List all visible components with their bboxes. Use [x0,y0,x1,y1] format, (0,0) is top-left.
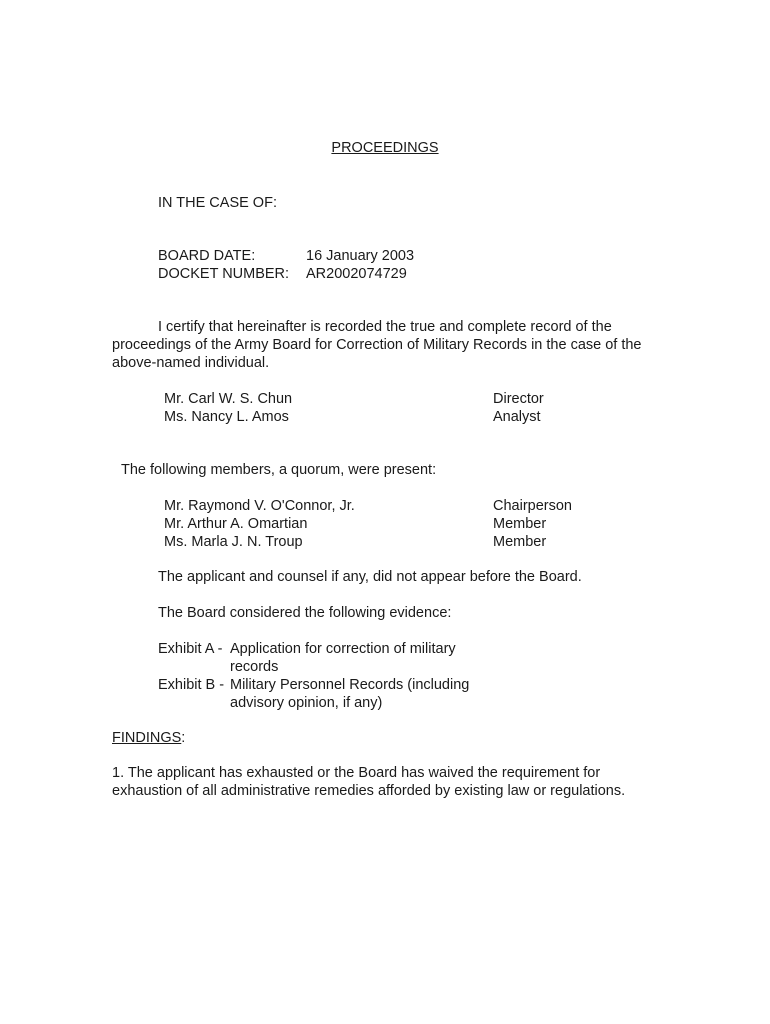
board-date-label: BOARD DATE: [158,248,256,264]
case-of-label: IN THE CASE OF: [158,195,277,211]
member-role: Chairperson [493,498,572,514]
docket-number-label: DOCKET NUMBER: [158,266,290,282]
exhibit-description: Military Personnel Records (including [230,677,470,693]
appearance-statement: The applicant and counsel if any, did not appear before the Board. [158,569,582,585]
board-date-value: 16 January 2003 [306,248,415,264]
member-name: Mr. Arthur A. Omartian [164,516,308,532]
member-name: Mr. Raymond V. O'Connor, Jr. [164,498,355,514]
finding-item: 1. The applicant has exhausted or the Board has waived the requirement for exhaustion of all administrative remedies afforded by existing law or regulations. [112,765,626,799]
document-title: PROCEEDINGS [331,140,439,156]
member-name: Ms. Marla J. N. Troup [164,534,303,550]
member-role: Member [493,534,547,550]
docket-number-value: AR2002074729 [306,266,407,282]
member-role: Member [493,516,547,532]
exhibit-description-continued: advisory opinion, if any) [230,695,383,711]
exhibit-description: Application for correction of military [230,641,456,657]
staff-name: Mr. Carl W. S. Chun [164,391,293,407]
staff-name: Ms. Nancy L. Amos [164,409,289,425]
exhibit-label: Exhibit B - [158,677,225,693]
exhibit-label: Exhibit A - [158,641,223,657]
findings-heading [112,729,185,747]
evidence-intro: The Board considered the following evidence: [158,605,452,621]
staff-role: Director [493,391,544,407]
quorum-statement: The following members, a quorum, were present: [121,462,437,478]
staff-role: Analyst [493,409,541,425]
findings-heading-text: FINDINGS [112,730,182,746]
exhibit-description-continued: records [230,659,279,675]
findings-heading-colon: : [181,730,186,746]
certification-paragraph: I certify that hereinafter is recorded the true and complete record of the proceedings of the Army Board for Correction of Military Records in the case of the above-named individual. [112,319,642,371]
